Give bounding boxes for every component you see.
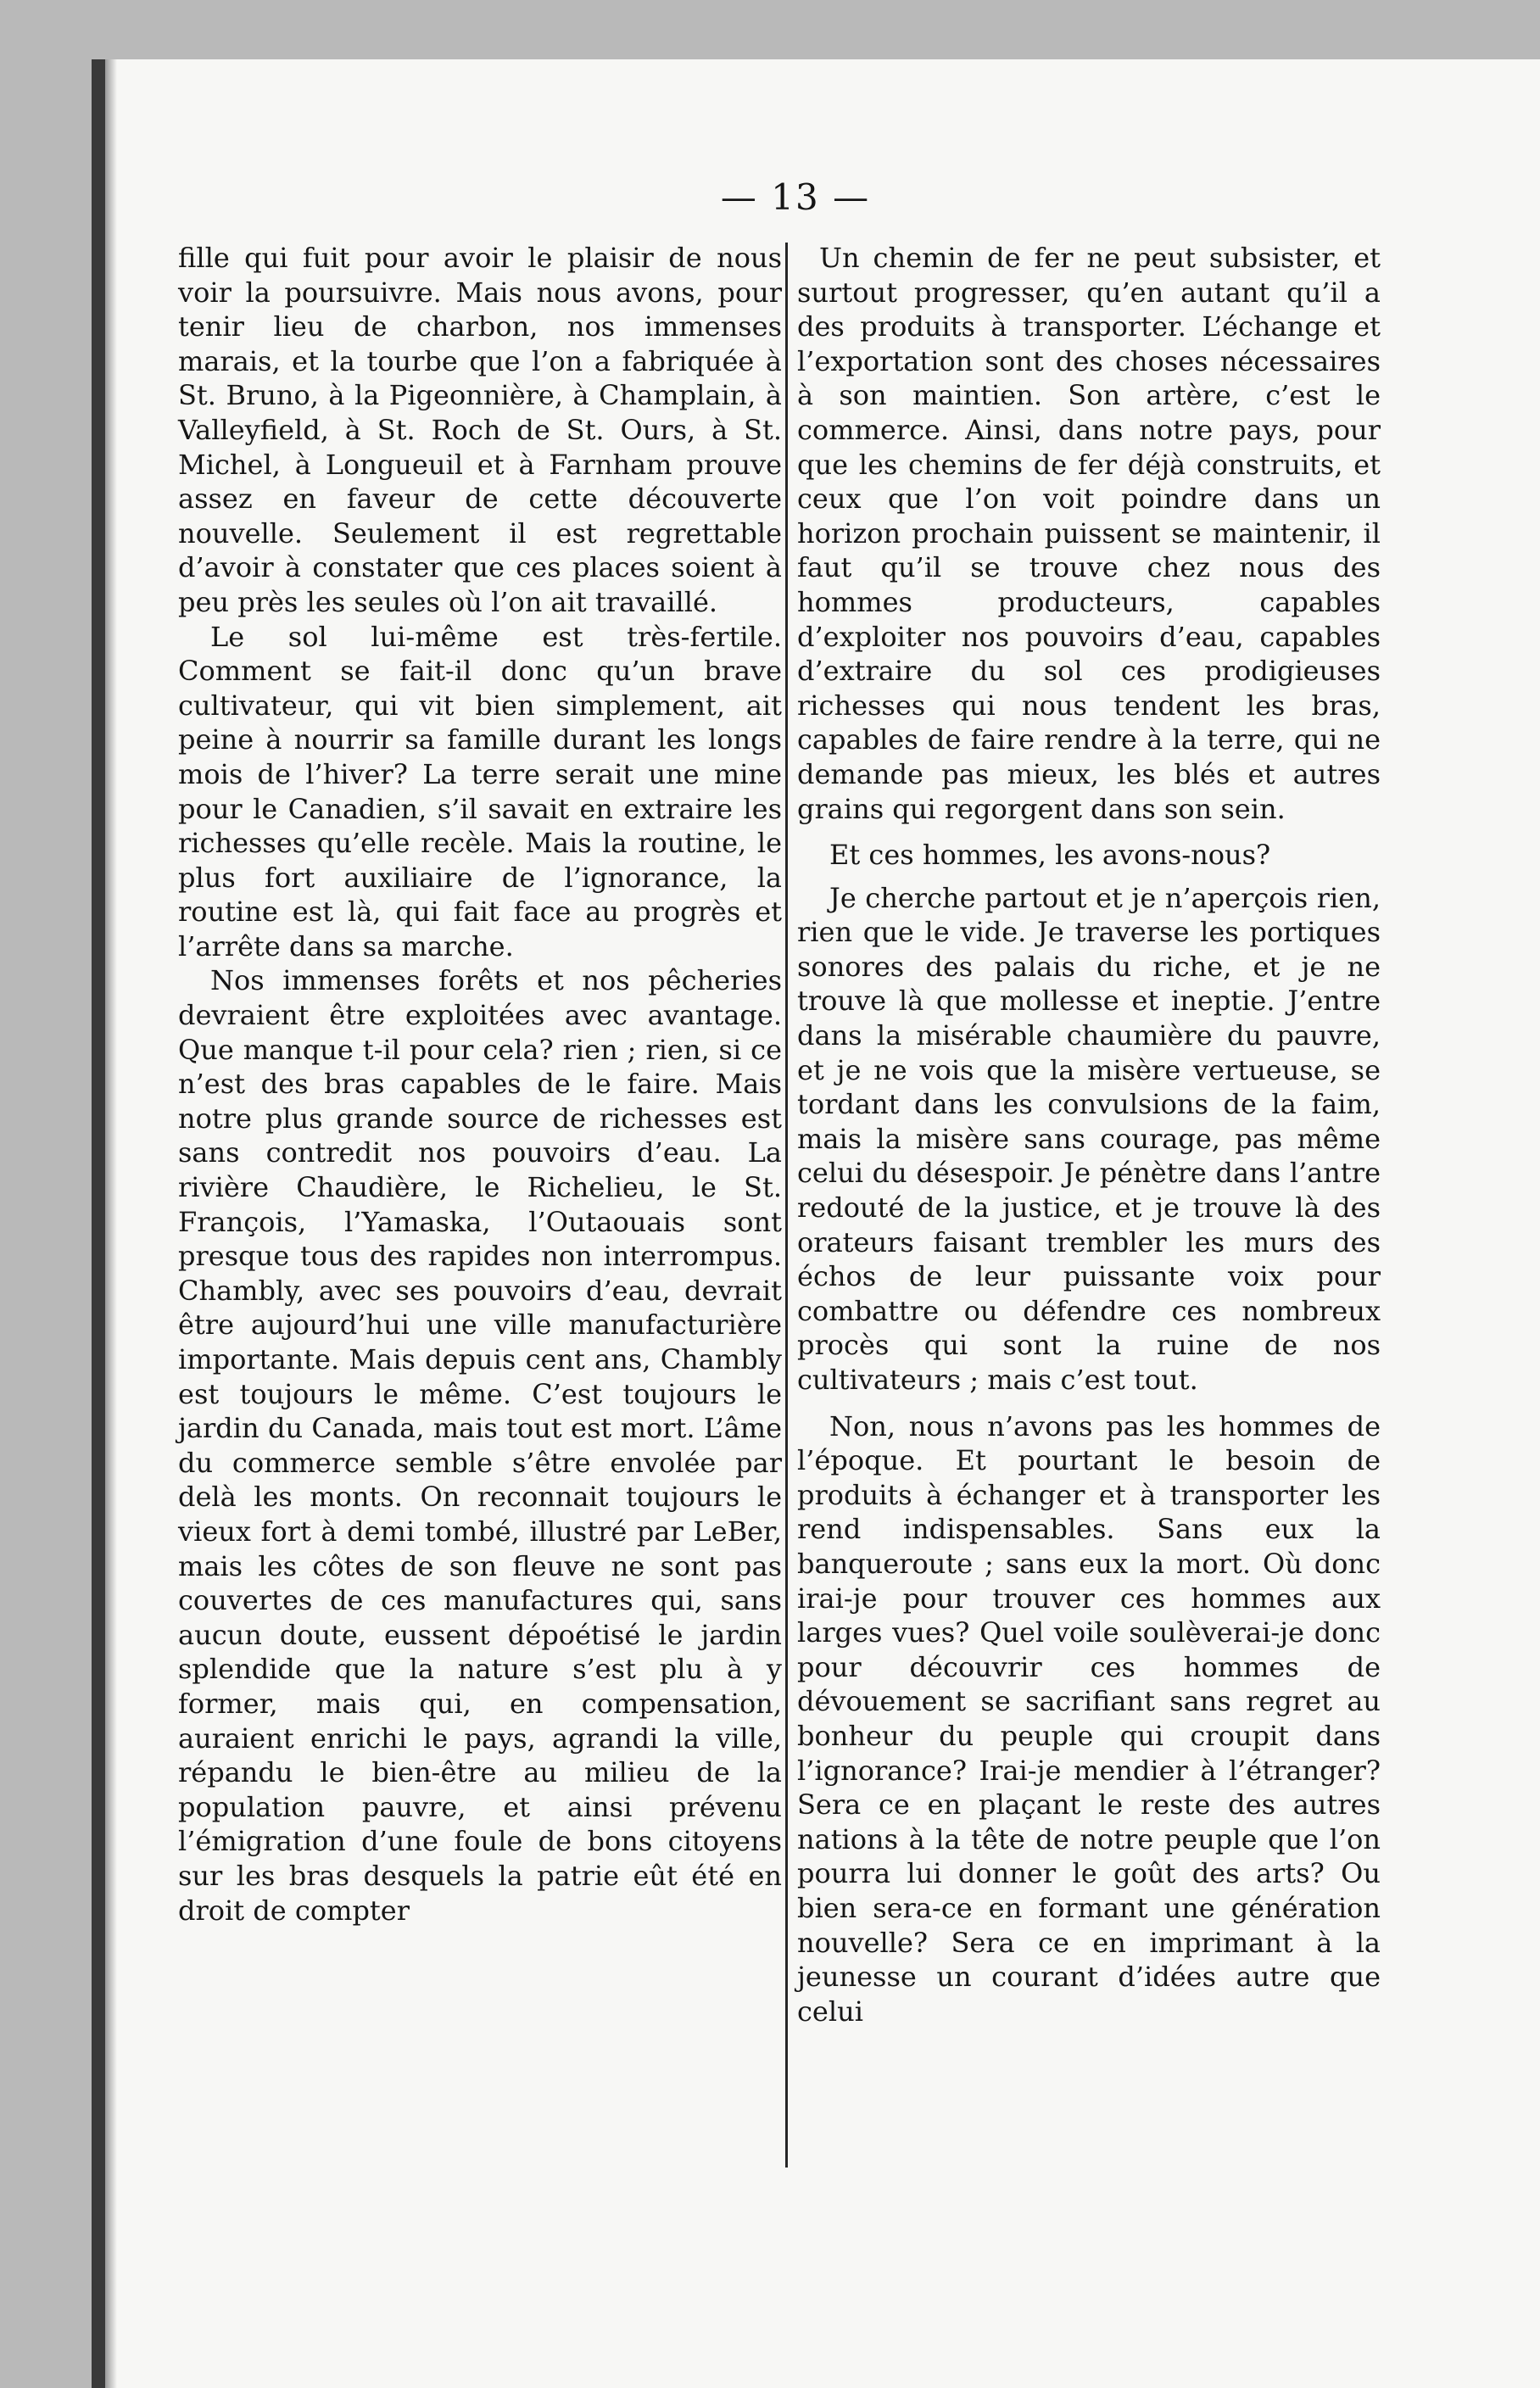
paragraph-waterpower: Nos immenses forêts et nos pêcheries devraient être exploitées avec avantage. Que manque t-il pour cela? rien ; rien, si ce n’est des bras capables de le faire. Mais notre plus grande source de richesses est sans contredit nos pouvoirs d’eau. La rivière Chaudière, le Richelieu, le St. François, l’Yamaska, l’Outaouais sont presque tous des rapides non interrompus. Chambly, avec ses pouvoirs d’eau, devrait être aujourd’hui une ville manufacturière importante. Mais depuis cent ans, Chambly est toujours le même. C’est toujours le jardin du Canada, mais tout est mort. L’âme du commerce semble s’être envolée par delà les monts. On reconnait toujours le vieux fort à demi tombé, illustré par LeBer, mais les côtes de son fleuve ne sont pas couvertes de ces manufactures qui, sans aucun doute, eussent dépoétisé le jardin splendide que la nature s’est plu à y former, mais qui, en compensation, auraient enrichi le pays, agrandi la ville, répandu le bien-être au milieu de la population pauvre, et ainsi prévenu l’émigration d’une foule de bons citoyens sur les bras desquels la patrie eût été en droit de compter <box>178 964 782 1927</box>
page-number: — 13 — <box>720 176 871 218</box>
page-binding-edge <box>92 59 105 2388</box>
column-divider <box>785 243 788 2168</box>
paragraph-soil: Le sol lui-même est très-fertile. Comment se fait-il donc qu’un brave cultivateur, qui vit bien simplement, ait peine à nourrir sa famille durant les longs mois de l’hiver? La terre serait une mine pour le Canadien, s’il savait en extraire les richesses qu’elle recèle. Mais la routine, le plus fort auxiliaire de l’ignorance, la routine est là, qui fait face au progrès et l’arrête dans sa marche. <box>178 620 782 962</box>
right-column <box>797 241 1381 2040</box>
paragraph-search: Je cherche partout et je n’aperçois rien, rien que le vide. Je traverse les portiques sonores des palais du riche, et je ne trouve là que mollesse et ineptie. J’entre dans la misérable chaumière du pauvre, et je ne vois que la misère vertueuse, se tordant dans les convulsions de la faim, mais la misère sans courage, pas même celui du désespoir. Je pénètre dans l’antre redouté de la justice, et je trouve là des orateurs faisant trembler les murs des échos de leur puissante voix pour combattre ou défendre ces nombreux procès qui sont la ruine de nos cultivateurs ; mais c’est tout. <box>797 881 1381 1396</box>
page-binding-shadow <box>105 59 117 2388</box>
paragraph-men-of-era: Non, nous n’avons pas les hommes de l’époque. Et pourtant le besoin de produits à échanger et à transporter les rend indispensables. Sans eux la banqueroute ; sans eux la mort. Où donc irai-je pour trouver ces hommes aux larges vues? Quel voile soulèverai-je donc pour découvrir ces hommes de dévouement se sacrifiant sans regret au bonheur du peuple qui croupit dans l’ignorance? Irai-je mendier à l’étranger? Sera ce en plaçant le reste des autres nations à la tête de notre peuple que l’on pourra lui donner le goût des arts? Ou bien sera-ce en formant une génération nouvelle? Sera ce en imprimant à la jeunesse un courant d’idées autre que celui <box>797 1409 1381 2028</box>
paragraph-question: Et ces hommes, les avons-nous? <box>829 839 1271 872</box>
paragraph-railway: Un chemin de fer ne peut subsister, et surtout progresser, qu’en autant qu’il a des produits à transporter. L’échange et l’exportation sont des choses nécessaires à son maintien. Son artère, c’est le commerce. Ainsi, dans notre pays, pour que les chemins de fer déjà construits, et ceux que l’on voit poindre dans un horizon prochain puissent se maintenir, il faut qu’il se trouve chez nous des hommes producteurs, capables d’exploiter nos pouvoirs d’eau, capables d’extraire du sol ces prodigieuses richesses qui nous tendent les bras, capables de faire rendre à la terre, qui ne demande pas mieux, les blés et autres grains qui regorgent dans son sein. <box>797 242 1381 825</box>
paragraph-peat: fille qui fuit pour avoir le plaisir de nous voir la poursuivre. Mais nous avons, pour tenir lieu de charbon, nos immenses marais, et la tourbe que l’on a fabriquée à St. Bruno, à la Pigeonnière, à Champlain, à Valleyfield, à St. Roch de St. Ours, à St. Michel, à Longueuil et à Farnham prouve assez en faveur de cette découverte nouvelle. Seulement il est regrettable d’avoir à constater que ces places soient à peu près les seules où l’on ait travaillé. <box>178 242 782 618</box>
left-column <box>178 241 782 1928</box>
